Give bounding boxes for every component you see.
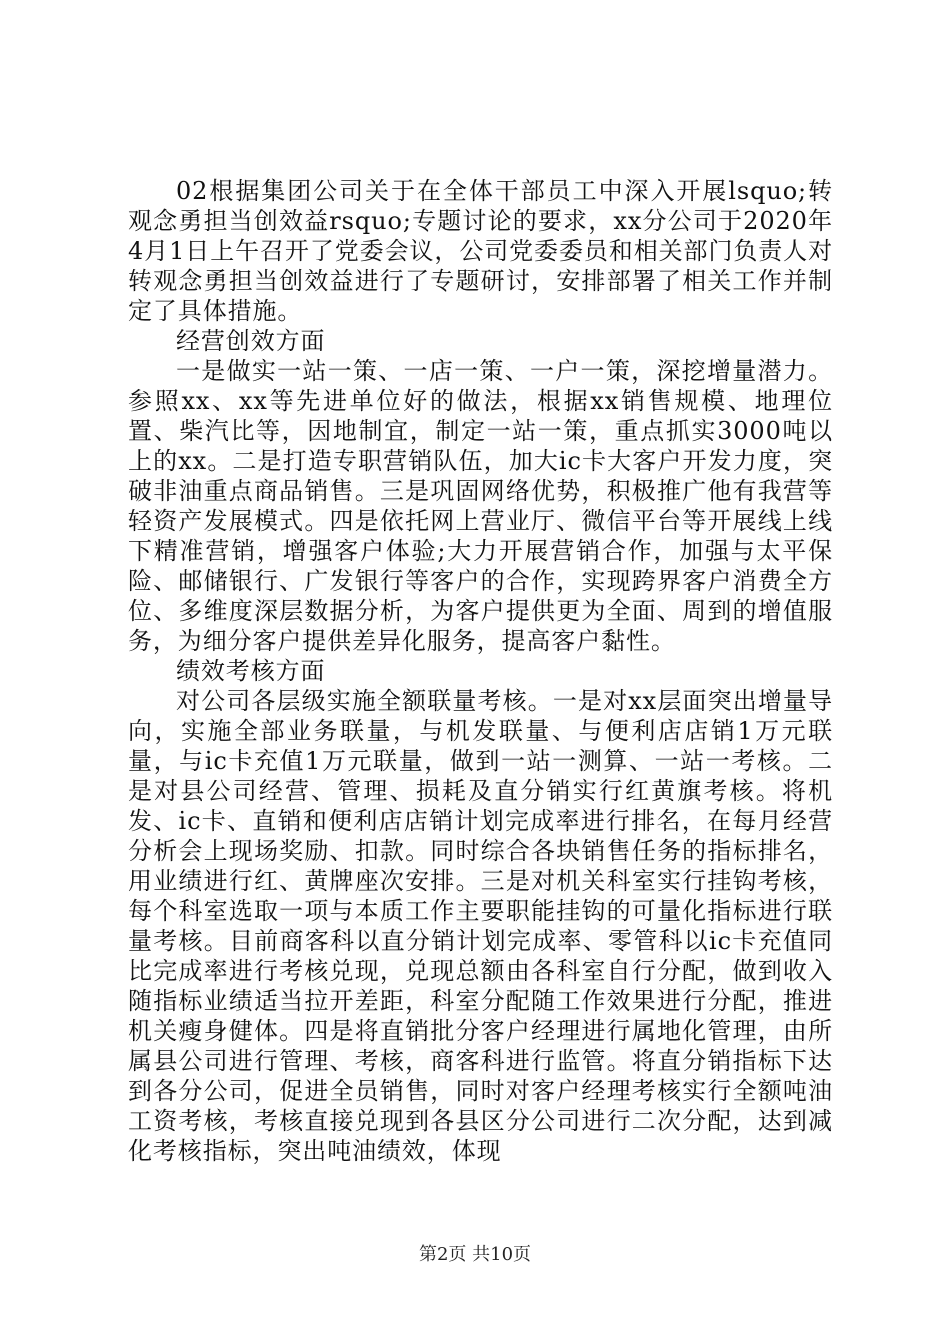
body-paragraph: 02根据集团公司关于在全体干部员工中深入开展lsquo;转观念勇担当创效益rsquo;专题讨论的要求，xx分公司于2020年4月1日上午召开了党委会议，公司党委委员和相关部门负责人对转观念勇担当创效益进行了专题研讨，安排部署了相关工作并制定了具体措施。 — [128, 177, 833, 325]
document-body — [128, 176, 833, 1166]
page-number-footer: 第2页 共10页 — [418, 1244, 532, 1265]
section-heading: 绩效考核方面 — [176, 657, 326, 685]
body-paragraph: 对公司各层级实施全额联量考核。一是对xx层面突出增量导向，实施全部业务联量，与机发联量、与便利店店销1万元联量，与ic卡充值1万元联量，做到一站一测算、一站一考核。二是对县公司经营、管理、损耗及直分销实行红黄旗考核。将机发、ic卡、直销和便利店店销计划完成率进行排名，在每月经营分析会上现场奖励、扣款。同时综合各块销售任务的指标排名，用业绩进行红、黄牌座次安排。三是对机关科室实行挂钩考核，每个科室选取一项与本质工作主要职能挂钩的可量化指标进行联量考核。目前商客科以直分销计划完成率、零管科以ic卡充值同比完成率进行考核兑现，兑现总额由各科室自行分配，做到收入随指标业绩适当拉开差距，科室分配随工作效果进行分配，推进机关瘦身健体。四是将直销批分客户经理进行属地化管理，由所属县公司进行管理、考核，商客科进行监管。将直分销指标下达到各分公司，促进全员销售，同时对客户经理考核实行全额吨油工资考核，考核直接兑现到各县区分公司进行二次分配，达到减化考核指标，突出吨油绩效，体现 — [128, 687, 833, 1165]
section-heading: 经营创效方面 — [176, 327, 326, 355]
body-paragraph: 一是做实一站一策、一店一策、一户一策，深挖增量潜力。参照xx、xx等先进单位好的做法，根据xx销售规模、地理位置、柴汽比等，因地制宜，制定一站一策，重点抓实3000吨以上的xx。二是打造专职营销队伍，加大ic卡大客户开发力度，突破非油重点商品销售。三是巩固网络优势，积极推广他有我营等轻资产发展模式。四是依托网上营业厅、微信平台等开展线上线下精准营销，增强客户体验;大力开展营销合作，加强与太平保险、邮储银行、广发银行等客户的合作，实现跨界客户消费全方位、多维度深层数据分析，为客户提供更为全面、周到的增值服务，为细分客户提供差异化服务，提高客户黏性。 — [128, 357, 833, 655]
